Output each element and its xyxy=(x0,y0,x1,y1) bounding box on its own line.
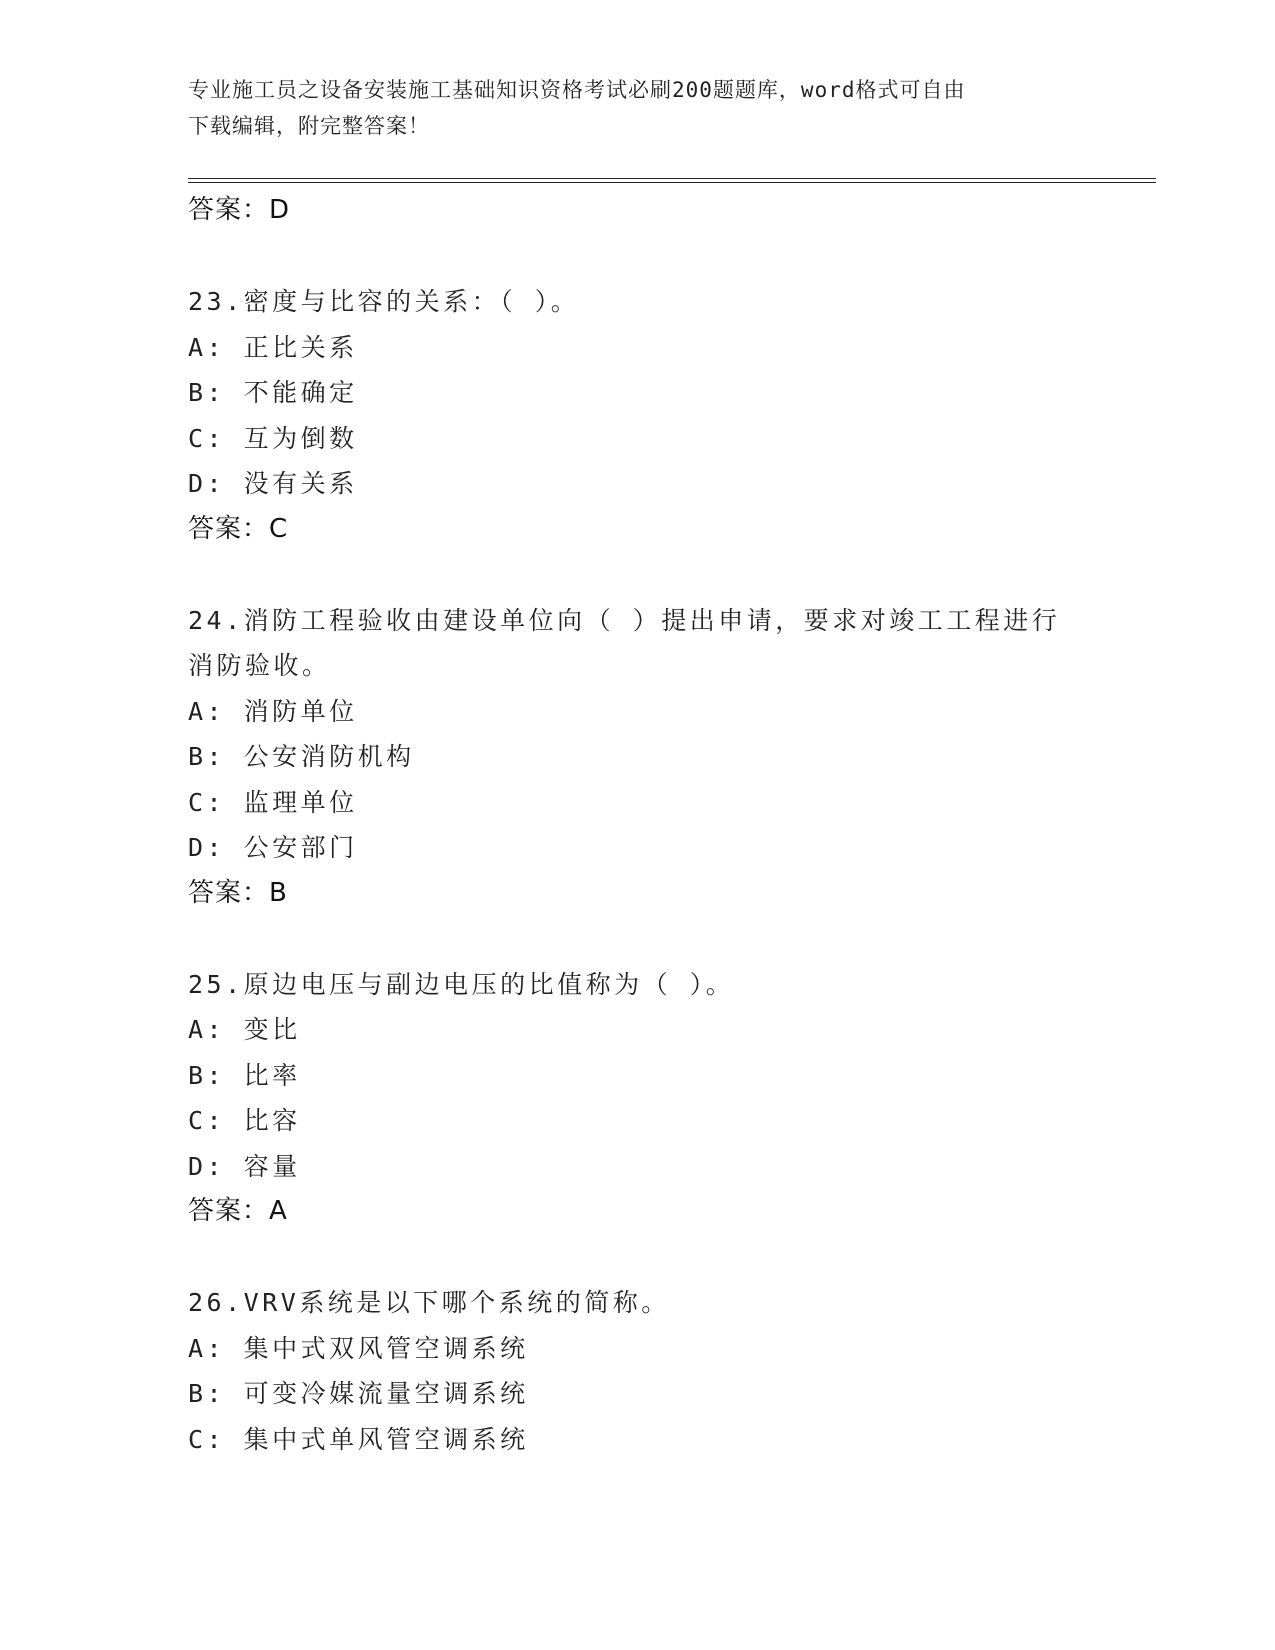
option-b: B: 公安消防机构 xyxy=(188,742,415,771)
question-26 xyxy=(188,1280,1088,1462)
answer-line: 答案：B xyxy=(188,877,288,908)
option-a: A: 变比 xyxy=(188,1015,301,1044)
spacer xyxy=(188,234,1088,280)
spacer xyxy=(188,1235,1088,1281)
option-d: D: 没有关系 xyxy=(188,469,358,498)
question-25 xyxy=(188,962,1088,1235)
spacer xyxy=(188,552,1088,598)
header-line-1: 专业施工员之设备安装施工基础知识资格考试必刷200题题库，word格式可自由 xyxy=(188,78,966,102)
option-c: C: 监理单位 xyxy=(188,787,358,817)
question-stem-continued: 消防验收。 xyxy=(188,651,331,680)
option-b: B: 不能确定 xyxy=(188,378,358,407)
option-c: C: 比容 xyxy=(188,1106,301,1135)
option-d: D: 公安部门 xyxy=(188,833,358,862)
spacer xyxy=(188,916,1088,962)
question-stem: 23.密度与比容的关系：（ ）。 xyxy=(188,287,580,316)
question-list xyxy=(188,188,1088,1462)
answer-line: 答案：D xyxy=(188,195,291,225)
header-line-2: 下载编辑，附完整答案！ xyxy=(188,114,430,138)
question-24 xyxy=(188,598,1088,917)
answer-line: 答案：A xyxy=(188,1196,288,1226)
option-c: C: 集中式单风管空调系统 xyxy=(188,1424,529,1454)
answer-line: 答案：C xyxy=(188,513,289,544)
option-a: A: 正比关系 xyxy=(188,332,358,362)
option-b: B: 可变冷媒流量空调系统 xyxy=(188,1379,529,1408)
option-a: A: 集中式双风管空调系统 xyxy=(188,1333,529,1363)
option-c: C: 互为倒数 xyxy=(188,423,358,453)
question-stem: 26.VRV系统是以下哪个系统的简称。 xyxy=(188,1288,670,1317)
question-stem: 24.消防工程验收由建设单位向（ ）提出申请，要求对竣工工程进行 xyxy=(188,605,1061,635)
question-stem: 25.原边电压与副边电压的比值称为（ ）。 xyxy=(188,969,735,999)
option-b: B: 比率 xyxy=(188,1060,301,1090)
header-divider xyxy=(188,178,1156,183)
question-23 xyxy=(188,279,1088,552)
document-header xyxy=(188,72,1088,144)
option-a: A: 消防单位 xyxy=(188,696,358,726)
option-d: D: 容量 xyxy=(188,1151,301,1181)
